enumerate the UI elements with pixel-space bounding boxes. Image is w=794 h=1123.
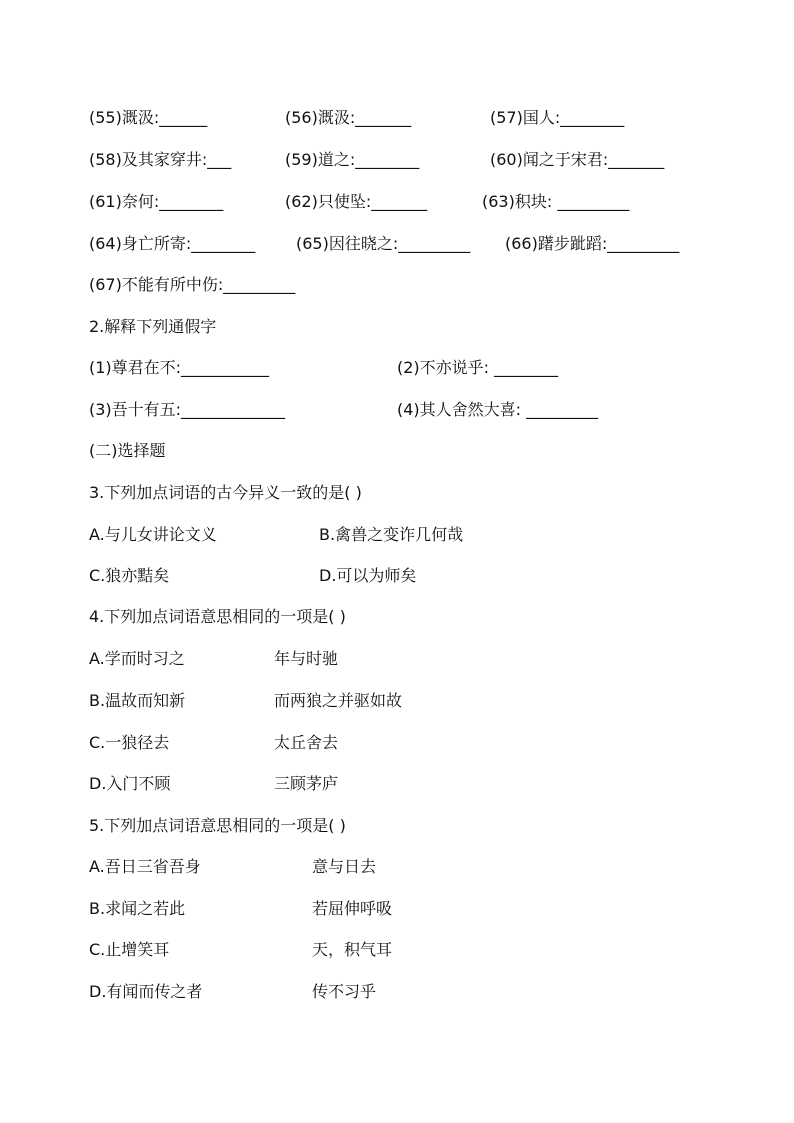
q3-option-d: D.可以为师矣 xyxy=(319,566,417,585)
q4-option-d-left: D.入门不顾 xyxy=(89,774,171,793)
blank-item-60: (60)闻之于宋君:_______ xyxy=(490,150,665,169)
blank-item-57: (57)国人:________ xyxy=(490,108,625,127)
blank-item-62: (62)只使坠:_______ xyxy=(285,192,428,211)
q4-option-d-right: 三顾茅庐 xyxy=(274,774,339,793)
q5-option-d-right: 传不习乎 xyxy=(312,982,377,1001)
q2-item-4: (4)其人舍然大喜: _________ xyxy=(397,400,599,419)
q5-option-a-left: A.吾日三省吾身 xyxy=(89,857,201,876)
q2-item-2: (2)不亦说乎: ________ xyxy=(397,358,559,377)
blank-item-56: (56)溉汲:_______ xyxy=(285,108,412,127)
q5-option-b-left: B.求闻之若此 xyxy=(89,899,186,918)
blank-item-58: (58)及其家穿井:___ xyxy=(89,150,232,169)
blank-item-65: (65)因往晓之:_________ xyxy=(296,234,471,253)
q3-option-b: B.禽兽之变诈几何哉 xyxy=(319,525,464,544)
question-3: 3.下列加点词语的古今异义一致的是( ) xyxy=(89,483,362,502)
q4-option-c-right: 太丘舍去 xyxy=(274,733,339,752)
q5-option-d-left: D.有闻而传之者 xyxy=(89,982,203,1001)
blank-item-67: (67)不能有所中伤:_________ xyxy=(89,275,296,294)
blank-item-66: (66)躇步跐蹈:_________ xyxy=(505,234,680,253)
q4-option-c-left: C.一狼径去 xyxy=(89,733,170,752)
blank-item-55: (55)溉汲:______ xyxy=(89,108,208,127)
q3-option-a: A.与儿女讲论文义 xyxy=(89,525,217,544)
q5-option-c-right: 天，积气耳 xyxy=(312,940,393,959)
q3-option-c: C.狼亦黠矣 xyxy=(89,566,170,585)
q5-option-c-left: C.止增笑耳 xyxy=(89,940,170,959)
q4-option-a-left: A.学而时习之 xyxy=(89,649,185,668)
question-5: 5.下列加点词语意思相同的一项是( ) xyxy=(89,816,346,835)
blank-item-59: (59)道之:________ xyxy=(285,150,420,169)
blank-item-61: (61)奈何:________ xyxy=(89,192,224,211)
section-heading-choice: (二)选择题 xyxy=(89,441,166,460)
q2-item-3: (3)吾十有五:_____________ xyxy=(89,400,286,419)
blank-item-64: (64)身亡所寄:________ xyxy=(89,234,256,253)
q5-option-a-right: 意与日去 xyxy=(312,857,377,876)
question-2-heading: 2.解释下列通假字 xyxy=(89,317,217,336)
blank-item-63: (63)积块: _________ xyxy=(482,192,630,211)
q5-option-b-right: 若屈伸呼吸 xyxy=(312,899,393,918)
q4-option-b-right: 而两狼之并驱如故 xyxy=(274,691,403,710)
q2-item-1: (1)尊君在不:___________ xyxy=(89,358,270,377)
q4-option-b-left: B.温故而知新 xyxy=(89,691,186,710)
question-4: 4.下列加点词语意思相同的一项是( ) xyxy=(89,607,346,626)
q4-option-a-right: 年与时驰 xyxy=(274,649,339,668)
